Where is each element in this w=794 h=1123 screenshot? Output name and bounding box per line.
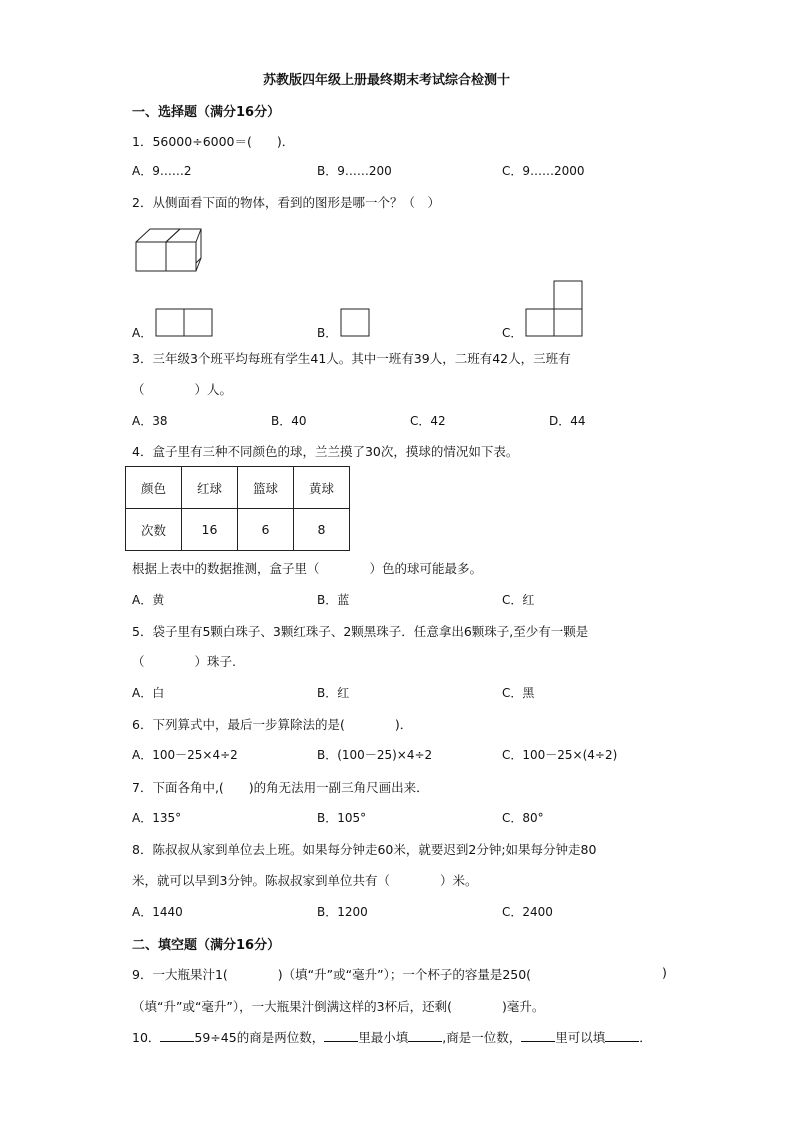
- blank-line: [605, 1029, 639, 1042]
- question-2: 2．从侧面看下面的物体，看到的图形是哪一个？（ ）: [132, 195, 440, 210]
- blank-line: [408, 1029, 442, 1042]
- q3-option-a: A．38: [132, 414, 168, 428]
- table-cell: 8: [294, 509, 350, 551]
- table-cell: 次数: [126, 509, 182, 551]
- table-cell: 黄球: [294, 467, 350, 509]
- question-9-line1-end: ): [662, 965, 667, 980]
- question-5-line2: （ ）珠子.: [132, 654, 236, 669]
- question-10: [132, 1028, 652, 1046]
- question-5-line1: 5．袋子里有5颗白珠子、3颗红珠子、2颗黑珠子．任意拿出6颗珠子,至少有一颗是: [132, 624, 589, 639]
- q4-option-c: C．红: [502, 593, 535, 607]
- question-4: 4．盒子里有三种不同颜色的球，兰兰摸了30次，摸球的情况如下表。: [132, 444, 519, 459]
- q5-option-c: C．黑: [502, 686, 535, 700]
- question-6: 6．下列算式中，最后一步算除法的是( )．: [132, 717, 413, 732]
- q1-option-a: A．9……2: [132, 164, 192, 178]
- q3-option-c: C．42: [410, 414, 446, 428]
- question-1: 1．56000÷6000＝( )．: [132, 134, 295, 149]
- question-9-line2: （填“升”或“毫升”），一大瓶果汁倒满这样的3杯后，还剩( )毫升。: [132, 999, 545, 1014]
- question-3-line1: 3．三年级3个班平均每班有学生41人。其中一班有39人，二班有42人，三班有: [132, 351, 571, 366]
- question-8-line1: 8．陈叔叔从家到单位去上班。如果每分钟走60米，就要迟到2分钟;如果每分钟走80: [132, 842, 597, 857]
- page-title: 苏教版四年级上册最终期末考试综合检测十: [263, 73, 511, 88]
- question-4-prompt: 根据上表中的数据推测，盒子里（ ）色的球可能最多。: [132, 561, 483, 576]
- q2-option-a-figure: [155, 308, 213, 338]
- question-9-line1: 9．一大瓶果汁1( )（填“升”或“毫升”）；一个杯子的容量是250(: [132, 967, 532, 982]
- table-cell: 6: [238, 509, 294, 551]
- q6-option-a: A．100－25×4÷2: [132, 748, 238, 762]
- question-7: 7．下面各角中,( )的角无法用一副三角尺画出来．: [132, 780, 429, 795]
- q10-text: ．: [639, 1030, 652, 1045]
- q8-option-c: C．2400: [502, 905, 553, 919]
- section-heading-fill: 二、填空题（满分16分）: [132, 938, 281, 953]
- q2-option-c: C．: [502, 326, 523, 340]
- blank-line: [521, 1029, 555, 1042]
- q5-option-a: A．白: [132, 686, 165, 700]
- q2-option-b: B．: [317, 326, 338, 340]
- q10-number: 10．: [132, 1030, 161, 1045]
- table-cell: 篮球: [238, 467, 294, 509]
- question-8-line2: 米，就可以早到3分钟。陈叔叔家到单位共有（ ）米。: [132, 873, 478, 888]
- table-cell: 颜色: [126, 467, 182, 509]
- q3-option-d: D．44: [549, 414, 586, 428]
- q7-option-b: B．105°: [317, 811, 367, 825]
- blank-line: [160, 1029, 194, 1042]
- q8-option-a: A．1440: [132, 905, 183, 919]
- q10-text: 里可以填: [555, 1030, 606, 1045]
- q10-text: 里最小填: [358, 1030, 409, 1045]
- q6-option-b: B．(100－25)×4÷2: [317, 748, 433, 762]
- q1-option-c: C．9……2000: [502, 164, 585, 178]
- table-cell: 16: [182, 509, 238, 551]
- q4-option-a: A．黄: [132, 593, 165, 607]
- q3-option-b: B．40: [271, 414, 307, 428]
- q6-option-c: C．100－25×(4÷2): [502, 748, 618, 762]
- q2-option-b-figure: [340, 308, 370, 338]
- q1-option-b: B．9……200: [317, 164, 392, 178]
- q4-option-b: B．蓝: [317, 593, 350, 607]
- question-3-line2: （ ）人。: [132, 382, 233, 397]
- q2-option-c-figure: [525, 280, 585, 338]
- section-heading-choice: 一、选择题（满分16分）: [132, 105, 281, 120]
- q7-option-a: A．135°: [132, 811, 182, 825]
- table-cell: 红球: [182, 467, 238, 509]
- blank-line: [324, 1029, 358, 1042]
- q8-option-b: B．1200: [317, 905, 368, 919]
- q10-text: 59÷45的商是两位数，: [194, 1030, 325, 1045]
- q7-option-c: C．80°: [502, 811, 544, 825]
- ball-count-table: [125, 466, 350, 551]
- cube-object-figure: [130, 222, 208, 274]
- q10-text: ,商是一位数，: [442, 1030, 522, 1045]
- q2-option-a: A．: [132, 326, 153, 340]
- q5-option-b: B．红: [317, 686, 350, 700]
